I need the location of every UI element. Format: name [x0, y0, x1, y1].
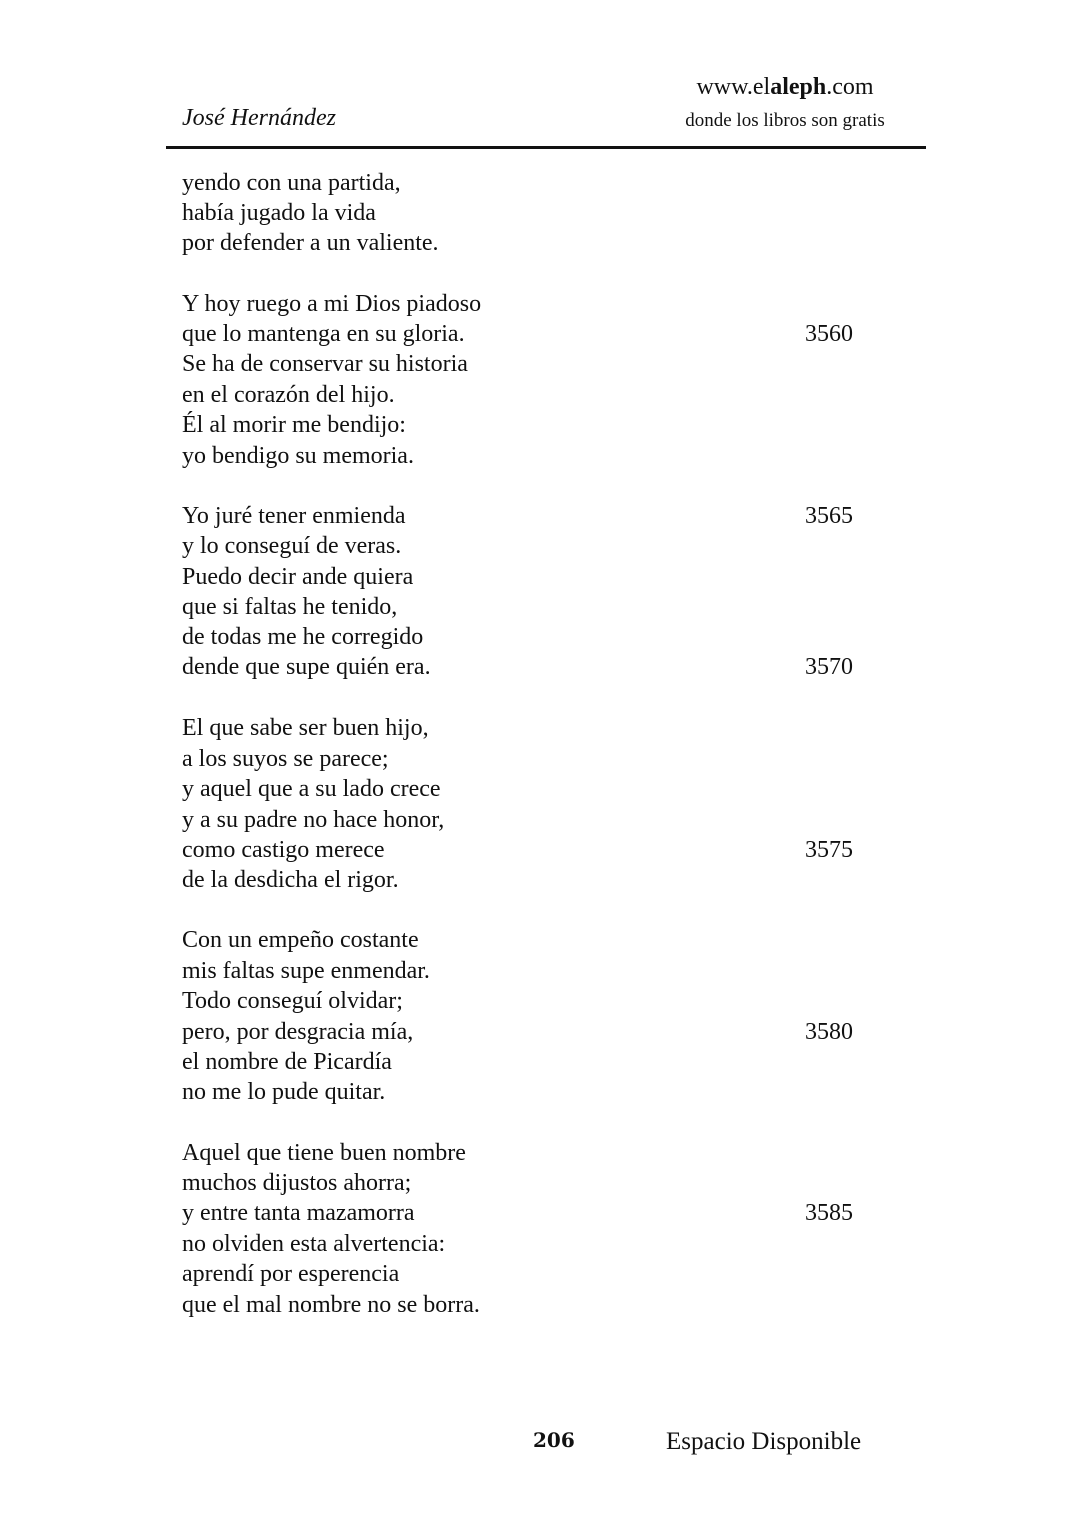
verse-line: yendo con una partida,	[182, 170, 401, 196]
site-url-bold: aleph	[770, 74, 827, 100]
verse-line: El que sabe ser buen hijo,	[182, 715, 429, 741]
site-url-prefix: www.el	[696, 74, 771, 100]
verse-number: 3585	[805, 1200, 853, 1226]
verse-line: que el mal nombre no se borra.	[182, 1292, 480, 1318]
verse-line: de la desdicha el rigor.	[182, 867, 399, 893]
verse-line: como castigo merece	[182, 837, 385, 863]
verse-number: 3560	[805, 321, 853, 347]
page-number: 206	[533, 1428, 575, 1452]
verse-line: aprendí por esperencia	[182, 1261, 400, 1287]
verse-line: Aquel que tiene buen nombre	[182, 1140, 466, 1166]
verse-line: mis faltas supe enmendar.	[182, 958, 430, 984]
verse-line: Él al morir me bendijo:	[182, 412, 406, 438]
verse-number: 3580	[805, 1019, 853, 1045]
site-url	[640, 74, 930, 101]
verse-line: en el corazón del hijo.	[182, 382, 395, 408]
verse-line: a los suyos se parece;	[182, 746, 389, 772]
verse-line: no olviden esta alvertencia:	[182, 1231, 446, 1257]
verse-line: de todas me he corregido	[182, 624, 424, 650]
verse-line: por defender a un valiente.	[182, 230, 439, 256]
site-tagline: donde los libros son gratis	[685, 110, 885, 131]
verse-line: Con un empeño costante	[182, 927, 419, 953]
verse-line: Se ha de conservar su historia	[182, 351, 468, 377]
verse-line: el nombre de Picardía	[182, 1049, 392, 1075]
verse-line: y a su padre no hace honor,	[182, 807, 445, 833]
author-name: José Hernández	[182, 105, 336, 131]
verse-line: dende que supe quién era.	[182, 654, 431, 680]
footer-note: Espacio Disponible	[666, 1428, 862, 1455]
verse-line: y lo conseguí de veras.	[182, 533, 402, 559]
verse-line: no me lo pude quitar.	[182, 1079, 386, 1105]
verse-line: pero, por desgracia mía,	[182, 1019, 414, 1045]
verse-line: Y hoy ruego a mi Dios piadoso	[182, 291, 482, 317]
verse-line: había jugado la vida	[182, 200, 376, 226]
verse-number: 3575	[805, 837, 853, 863]
verse-line: Todo conseguí olvidar;	[182, 988, 403, 1014]
verse-number: 3570	[805, 654, 853, 680]
verse-line: que si faltas he tenido,	[182, 594, 398, 620]
verse-line: Puedo decir ande quiera	[182, 564, 414, 590]
verse-line: Yo juré tener enmienda	[182, 503, 406, 529]
verse-number: 3565	[805, 503, 853, 529]
verse-line: yo bendigo su memoria.	[182, 443, 414, 469]
header-divider	[166, 146, 926, 149]
verse-line: y entre tanta mazamorra	[182, 1200, 415, 1226]
site-url-suffix: .com	[826, 74, 874, 100]
verse-line: y aquel que a su lado crece	[182, 776, 441, 802]
verse-line: muchos dijustos ahorra;	[182, 1170, 412, 1196]
verse-line: que lo mantenga en su gloria.	[182, 321, 465, 347]
